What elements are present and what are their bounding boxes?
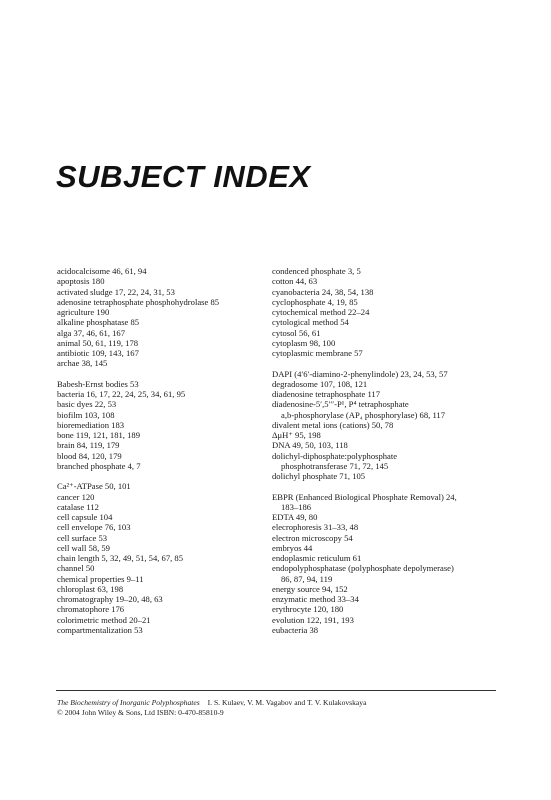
- index-entry: compartmentalization 53: [57, 624, 143, 635]
- index-entry: biofilm 103, 108: [57, 409, 115, 420]
- index-entry: cotton 44, 63: [272, 276, 318, 287]
- book-title: The Biochemistry of Inorganic Polyphosphates: [57, 698, 200, 707]
- index-entry: electron microscopy 54: [272, 532, 353, 543]
- section-gap: [272, 358, 502, 368]
- copyright-line: © 2004 John Wiley & Sons, Ltd ISBN: 0-470-85810-9: [57, 708, 224, 717]
- index-entry: cytoplasmic membrane 57: [272, 348, 363, 358]
- index-entry: evolution 122, 191, 193: [272, 614, 354, 625]
- index-entry: alga 37, 46, 61, 167: [57, 327, 126, 338]
- index-entry: cyanobacteria 24, 38, 54, 138: [272, 286, 374, 297]
- index-entry: bioremediation 183: [57, 419, 125, 430]
- index-entry: catalase 112: [57, 501, 99, 512]
- index-entry: archae 38, 145: [57, 358, 108, 369]
- index-entry: endopolyphosphatase (polyphosphate depolymerase): [272, 563, 454, 574]
- index-entry: Ca²⁺-ATPase 50, 101: [57, 481, 131, 492]
- index-entry: activated sludge 17, 22, 24, 31, 53: [57, 286, 175, 297]
- index-entry: colorimetric method 20–21: [57, 614, 151, 625]
- index-entry: bone 119, 121, 181, 189: [57, 430, 140, 440]
- index-entry: chromatography 19–20, 48, 63: [57, 594, 163, 604]
- index-entry: dolichyl phosphate 71, 105: [272, 471, 366, 481]
- index-entry: energy source 94, 152: [272, 583, 348, 594]
- section-gap: [57, 369, 272, 379]
- index-entry: dolichyl-diphosphate:polyphosphate: [272, 450, 398, 461]
- index-entry: brain 84, 119, 179: [57, 440, 120, 451]
- index-entry: divalent metal ions (cations) 50, 78: [272, 419, 394, 430]
- section-gap: [272, 481, 502, 491]
- index-entry: 86, 87, 94, 119: [281, 573, 333, 584]
- footer: [57, 698, 366, 718]
- index-entry: enzymatic method 33–34: [272, 594, 359, 604]
- index-entry: apoptosis 180: [57, 276, 105, 287]
- index-entry: cell wall 58, 59: [57, 542, 110, 553]
- index-entry: channel 50: [57, 563, 95, 574]
- index-entry: endoplasmic reticulum 61: [272, 553, 362, 563]
- index-column-right: [272, 266, 502, 635]
- index-entry: antibiotic 109, 143, 167: [57, 348, 139, 358]
- index-entry: cytoplasm 98, 100: [272, 337, 336, 348]
- section-gap: [57, 471, 272, 481]
- index-entry: cell envelope 76, 103: [57, 522, 131, 533]
- index-entry: cell capsule 104: [57, 512, 113, 522]
- index-column-left: [57, 266, 272, 635]
- index-entry: basic dyes 22, 53: [57, 399, 117, 410]
- index-entry: cytological method 54: [272, 317, 349, 328]
- index-entry: a,b-phosphorylase (AP₄ phosphorylase) 68, 117: [281, 409, 446, 420]
- index-entry: phosphotransferase 71, 72, 145: [281, 460, 389, 471]
- index-entry: elecrophoresis 31–33, 48: [272, 522, 359, 533]
- index-entry: chromatophore 176: [57, 604, 125, 615]
- index-entry: chemical properties 9–11: [57, 573, 144, 584]
- index-entry: degradosome 107, 108, 121: [272, 378, 368, 389]
- index-entry: branched phosphate 4, 7: [57, 460, 141, 471]
- index-entry: erythrocyte 120, 180: [272, 604, 344, 615]
- index-entry: cytosol 56, 61: [272, 327, 321, 338]
- index-entry: embryos 44: [272, 542, 313, 553]
- index-entry: EBPR (Enhanced Biological Phosphate Removal) 24,: [272, 491, 457, 502]
- index-entry: cell surface 53: [57, 532, 108, 543]
- index-entry: cytochemical method 22–24: [272, 307, 370, 317]
- index-entry: cancer 120: [57, 491, 95, 502]
- index-entry: DAPI (4′6′-diamino-2-phenylindole) 23, 24, 53, 57: [272, 368, 448, 379]
- index-entry: chloroplast 63, 198: [57, 583, 124, 594]
- index-entry: animal 50, 61, 119, 178: [57, 337, 139, 348]
- index-entry: bacteria 16, 17, 22, 24, 25, 34, 61, 95: [57, 389, 186, 399]
- index-entry: Babesh-Ernst bodies 53: [57, 378, 139, 389]
- index-entry: ΔμH⁺ 95, 198: [272, 430, 321, 440]
- footer-rule: [56, 690, 496, 691]
- page-title: SUBJECT INDEX: [56, 159, 311, 194]
- index-entry: blood 84, 120, 179: [57, 450, 122, 461]
- index-entry: diadenosine-5′,5′′′-P¹, P⁴ tetraphosphate: [272, 399, 409, 410]
- index-entry: cyclophosphate 4, 19, 85: [272, 296, 358, 307]
- index-entry: EDTA 49, 80: [272, 512, 318, 522]
- index-entry: diadenosine tetraphosphate 117: [272, 389, 381, 399]
- index-entry: agriculture 190: [57, 307, 110, 317]
- index-entry: alkaline phosphatase 85: [57, 317, 140, 328]
- index-entry: acidocalcisome 46, 61, 94: [57, 266, 147, 276]
- index-entry: 183–186: [281, 501, 312, 512]
- footer-line-1: [57, 698, 366, 708]
- index-entry: DNA 49, 50, 103, 118: [272, 440, 348, 451]
- index-entry: adenosine tetraphosphate phosphohydrolase 85: [57, 296, 220, 307]
- index-entry: condenced phosphate 3, 5: [272, 266, 361, 276]
- index-entry: chain length 5, 32, 49, 51, 54, 67, 85: [57, 553, 184, 563]
- book-authors: I. S. Kulaev, V. M. Vagabov and T. V. Kulakovskaya: [207, 698, 367, 707]
- index-entry: eubacteria 38: [272, 624, 319, 635]
